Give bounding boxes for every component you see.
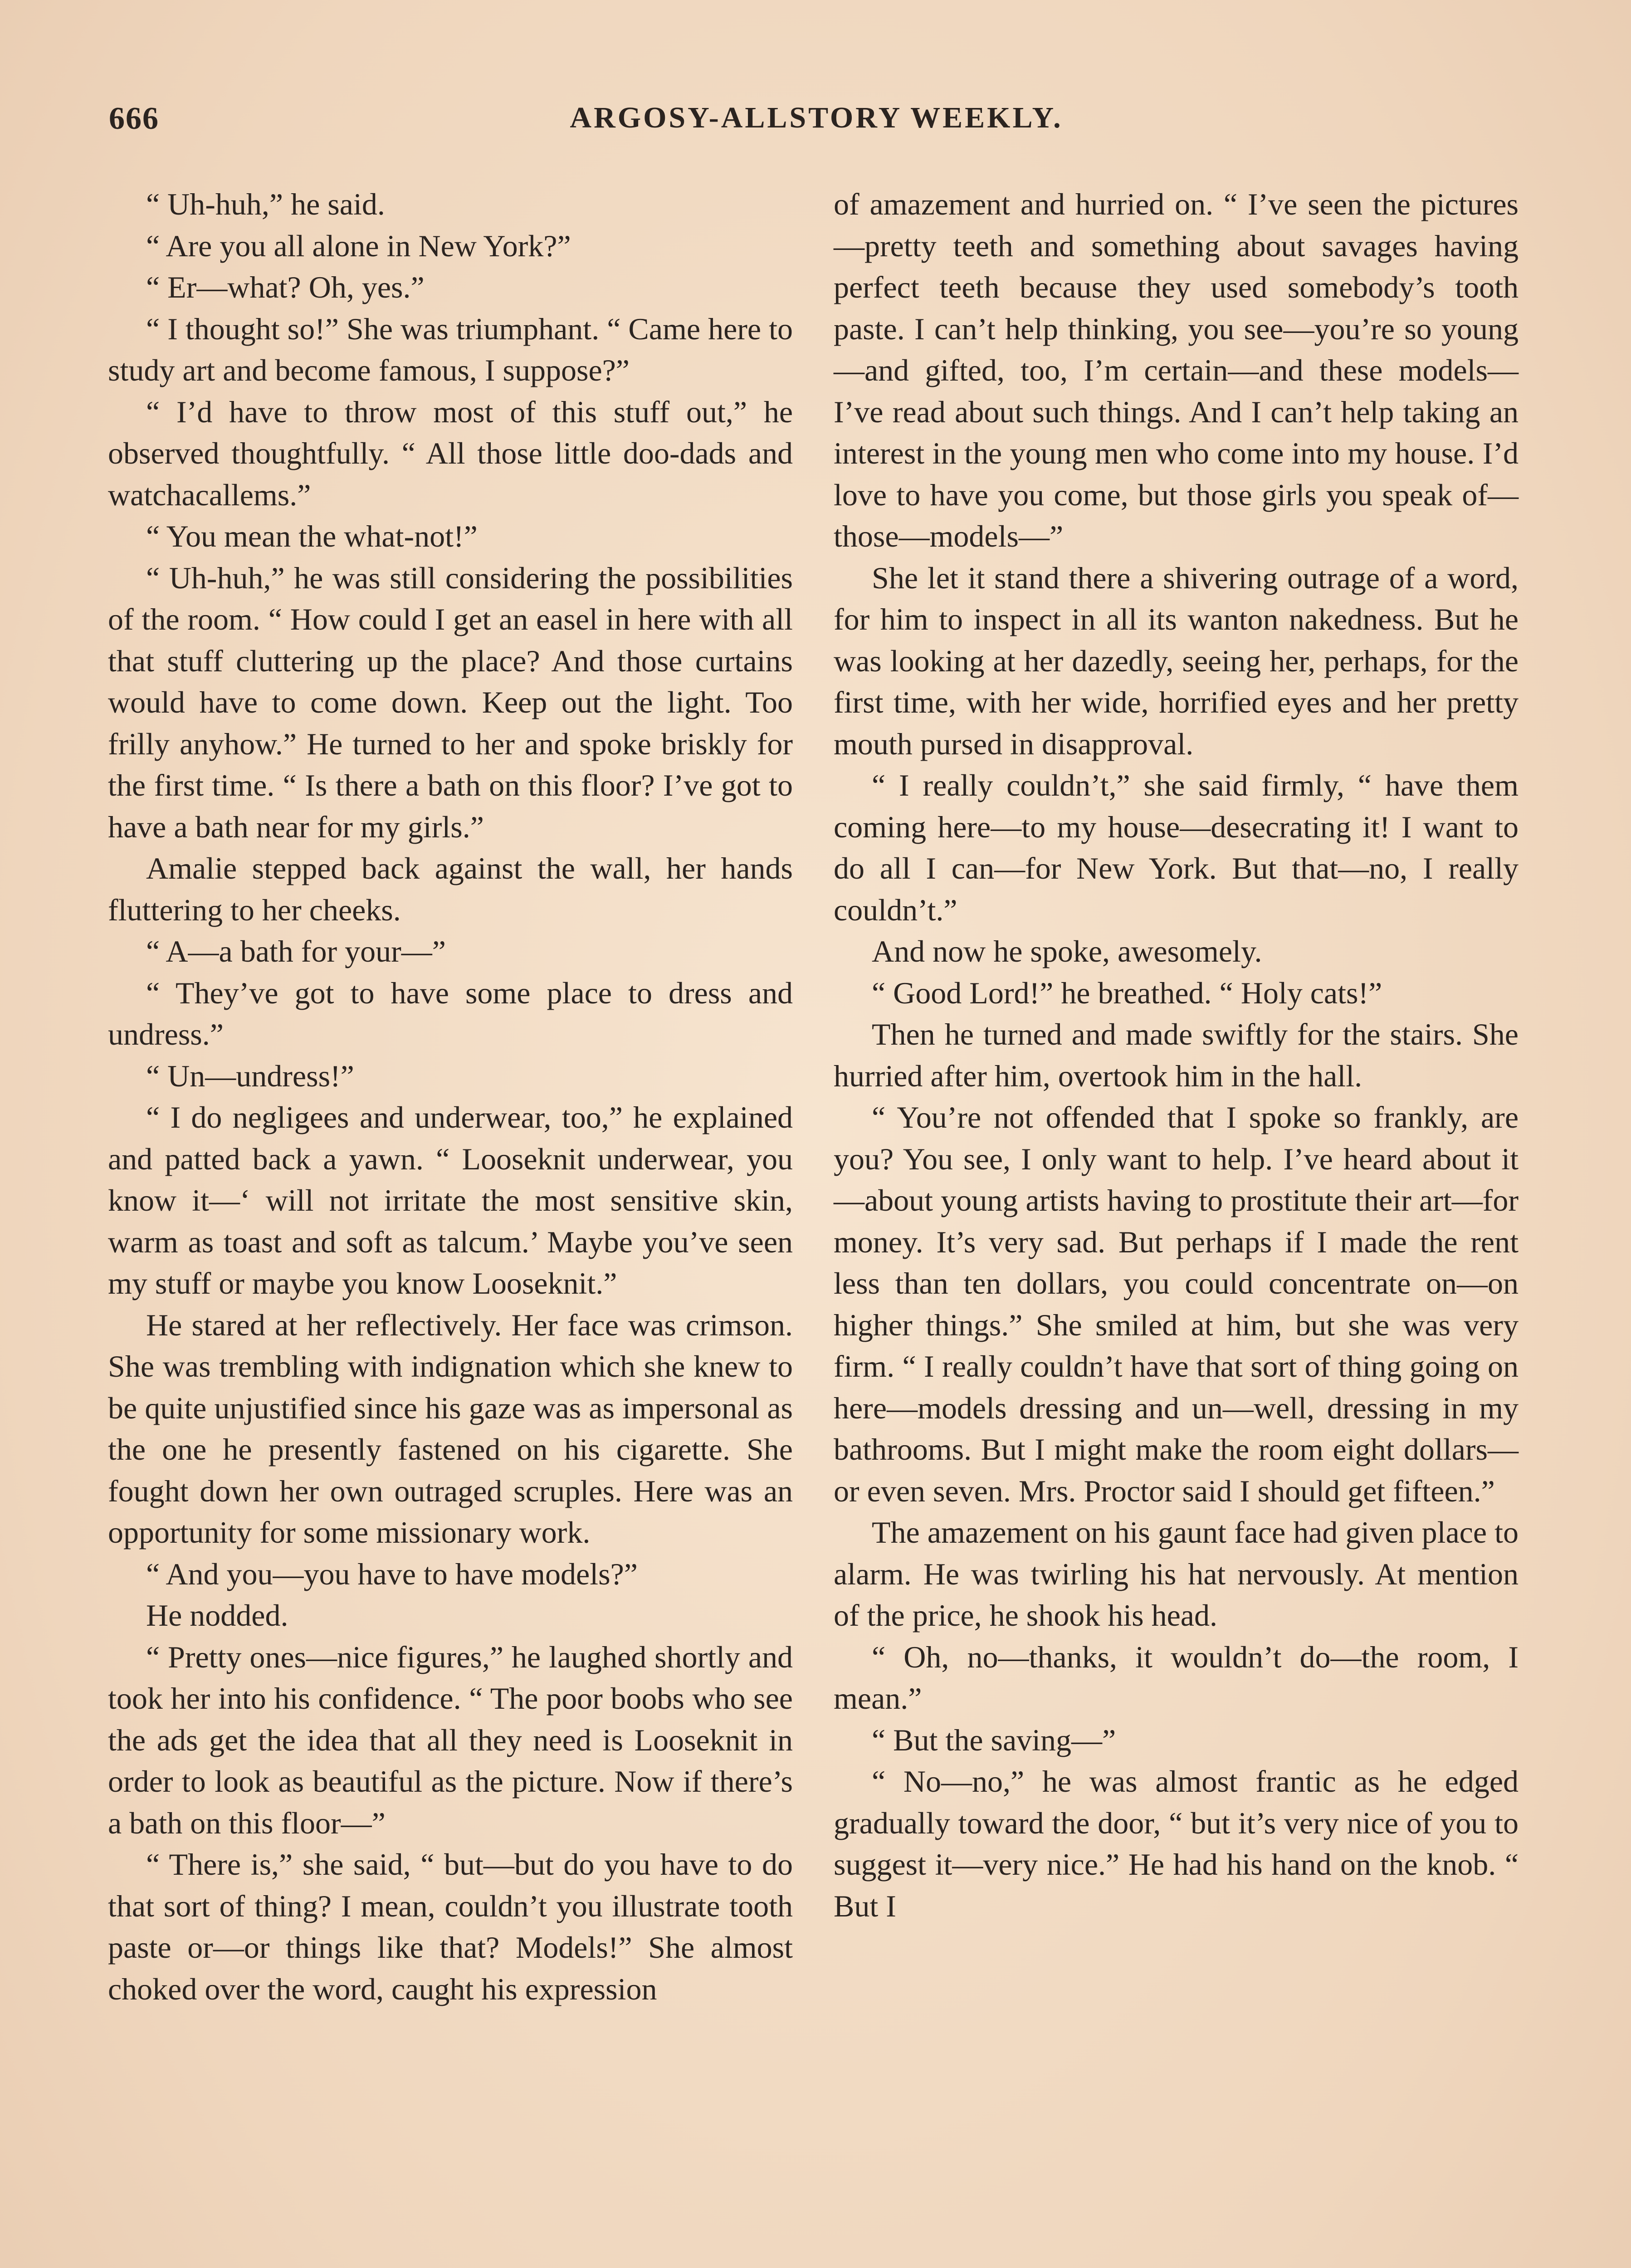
paragraph: “ I really couldn’t,” she said firmly, “ have them coming here—to my house—desecrating it! I want to do all I can—for New York. But that—no, I really couldn’t.” [834,768,1519,927]
paragraph: She let it stand there a shivering outrage of a word, for him to inspect in all its wanton nakedness. But he was looking at her dazedly, seeing her, perhaps, for the first time, with her wide, horrified eyes and her pretty mouth pursed in disapproval. [834,560,1519,761]
left-column [108,184,793,2010]
paragraph: The amazement on his gaunt face had given place to alarm. He was twirling his hat nervously. At mention of the price, he shook his head. [834,1515,1519,1633]
paragraph: “ Oh, no—thanks, it wouldn’t do—the room, I mean.” [834,1639,1519,1716]
paragraph: “ Er—what? Oh, yes.” [146,270,425,304]
paragraph: “ Pretty ones—nice figures,” he laughed shortly and took her into his confidence. “ The poor boobs who see the ads get the idea that all they need is Looseknit in order to look as beautiful as the picture. Now if there’s a bath on this floor—” [108,1639,793,1840]
paragraph: “ And you—you have to have models?” [146,1556,638,1591]
page-number: 666 [109,101,159,136]
running-head: ARGOSY-ALLSTORY WEEKLY. [570,101,1063,134]
paragraph: He stared at her reflectively. Her face was crimson. She was trembling with indignation which she knew to be quite unjustified since his gaze was as impersonal as the one he presently fastened on his cigarette. She fought down her own outraged scruples. Here was an opportunity for some missionary work. [108,1307,793,1549]
paragraph: “ I’d have to throw most of this stuff out,” he observed thoughtfully. “ All those little doo-dads and watchacallems.” [108,394,793,512]
paragraph: “ You mean the what-not!” [146,519,478,553]
paragraph: “ But the saving—” [872,1722,1116,1757]
right-column [834,184,1519,1927]
paragraph: “ No—no,” he was almost frantic as he edged gradually toward the door, “ but it’s very nice of you to suggest it—very nice.” He had his hand on the knob. “ But I [834,1764,1519,1923]
paragraph-continuation: of amazement and hurried on. “ I’ve seen the pictures—pretty teeth and something about savages having perfect teeth because they used somebody’s tooth paste. I can’t help thinking, you see—you’re so young—and gifted, too, I’m certain—and these models— I’ve read about such things. And I can’t help taking an interest in the young men who come into my house. I’d love to have you come, but those girls you speak of—those—models—” [834,187,1519,553]
paragraph: “ Are you all alone in New York?” [146,228,571,263]
paragraph: “ Un—undress!” [146,1058,354,1093]
paragraph: “ They’ve got to have some place to dress and undress.” [108,975,793,1051]
paragraph: “ You’re not offended that I spoke so frankly, are you? You see, I only want to help. I’ve heard about it—about young artists having to prostitute their art—for money. It’s very sad. But perhaps if I made the rent less than ten dollars, you could concentrate on—on higher things.” She smiled at him, but she was very firm. “ I really couldn’t have that sort of thing going on here—models dressing and un—well, dressing in my bathrooms. But I might make the room eight dollars—or even seven. Mrs. Proctor said I should get fifteen.” [834,1100,1519,1508]
paragraph: And now he spoke, awesomely. [872,934,1262,968]
paragraph: “ A—a bath for your—” [146,934,446,968]
paragraph: “ Uh-huh,” he said. [146,187,385,221]
paragraph: “ I do negligees and underwear, too,” he explained and patted back a yawn. “ Looseknit underwear, you know it—‘ will not irritate the most sensitive skin, warm as toast and soft as talcum.’ Maybe you’ve seen my stuff or maybe you know Looseknit.” [108,1100,793,1300]
paragraph: “ Uh-huh,” he was still considering the possibilities of the room. “ How could I get an easel in here with all that stuff cluttering up the place? And those curtains would have to come down. Keep out the light. Too frilly anyhow.” He turned to her and spoke briskly for the first time. “ Is there a bath on this floor? I’ve got to have a bath near for my girls.” [108,560,793,844]
paragraph: Then he turned and made swiftly for the stairs. She hurried after him, overtook him in the hall. [834,1017,1519,1093]
page-header [109,101,1524,151]
paragraph: “ I thought so!” She was triumphant. “ Came here to study art and become famous, I suppose?” [108,311,793,387]
paragraph: “ There is,” she said, “ but—but do you have to do that sort of thing? I mean, couldn’t you illustrate tooth paste or—or things like that? Models!” She almost choked over the word, caught his expression [108,1847,793,2006]
paragraph: He nodded. [146,1598,288,1633]
paragraph: Amalie stepped back against the wall, her hands fluttering to her cheeks. [108,851,793,927]
paragraph: “ Good Lord!” he breathed. “ Holy cats!” [872,975,1382,1010]
